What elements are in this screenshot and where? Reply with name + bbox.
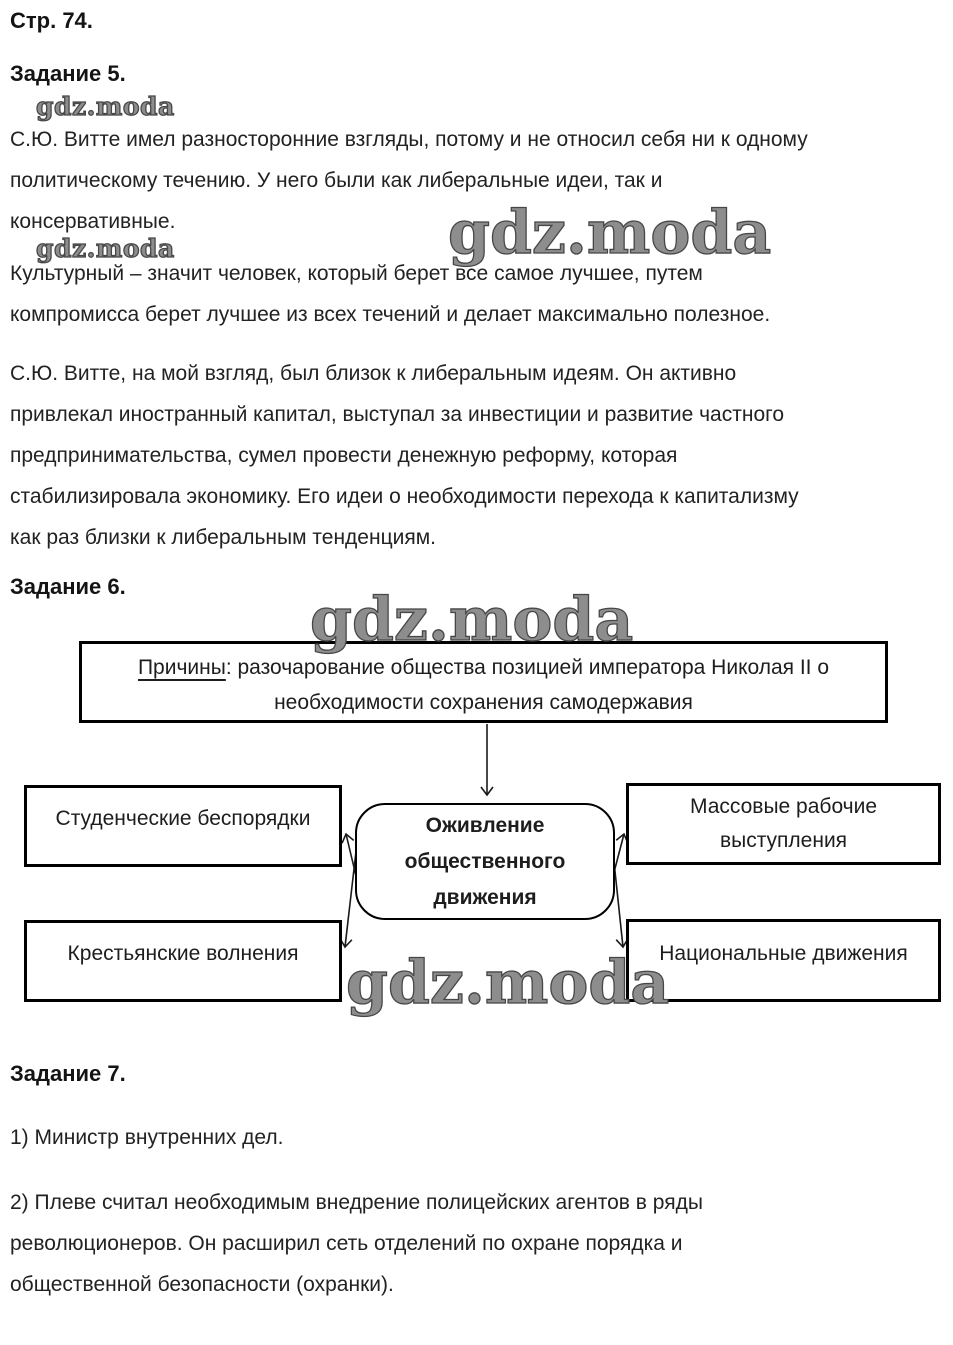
text-line: политическому течению. У него были как либеральные идеи, так и xyxy=(10,169,663,192)
text-line: Массовые рабочие xyxy=(689,795,878,818)
task7-answer-1 xyxy=(10,1117,284,1158)
diagram-box-peasant-unrest xyxy=(24,920,342,1002)
text-line: общественной безопасности (охранки). xyxy=(10,1273,394,1296)
gdz-moda-watermark: gdz.moda xyxy=(36,234,175,263)
text-line: консервативные. xyxy=(10,210,176,233)
diagram-center-box xyxy=(355,803,615,920)
cause-label: Причины xyxy=(137,656,226,679)
diagram-box-student-unrest xyxy=(24,785,342,867)
text-line: привлекал иностранный капитал, выступал за инвестиции и развитие частного xyxy=(10,403,784,426)
page-number-label: Стр. 74. xyxy=(10,8,93,33)
gdz-moda-watermark: gdz.moda xyxy=(346,948,670,1018)
text-line: революционеров. Он расширил сеть отделений по охране порядка и xyxy=(10,1232,683,1255)
text-line: движения xyxy=(433,885,537,909)
task7-answer-2 xyxy=(10,1182,703,1305)
text-line: общественного xyxy=(404,849,566,873)
text-line: выступления xyxy=(719,829,848,852)
task6-heading: Задание 6. xyxy=(10,574,126,599)
gdz-moda-watermark: gdz.moda xyxy=(310,585,634,655)
diagram-box-label: Национальные движения xyxy=(659,941,908,965)
diagram-box-label: Крестьянские волнения xyxy=(67,942,299,965)
text-line: предпринимательства, сумел провести денежную реформу, которая xyxy=(10,444,678,467)
text-line: С.Ю. Витте, на мой взгляд, был близок к либеральным идеям. Он активно xyxy=(10,362,737,385)
task5-heading: Задание 5. xyxy=(10,61,126,86)
text-line: 1) Министр внутренних дел. xyxy=(10,1126,284,1149)
text-line: С.Ю. Витте имел разносторонние взгляды, потому и не относил себя ни к одному xyxy=(10,128,808,151)
text-line: компромисса берет лучшее из всех течений и делает максимально полезное. xyxy=(10,303,771,326)
text-line: стабилизировала экономику. Его идеи о необходимости перехода к капитализму xyxy=(10,485,799,508)
diagram-box-national-movements xyxy=(626,919,941,1002)
gdz-moda-watermark: gdz.moda xyxy=(36,92,175,121)
task7-heading: Задание 7. xyxy=(10,1061,126,1086)
text-line: 2) Плеве считал необходимым внедрение полицейских агентов в ряды xyxy=(10,1191,703,1214)
text-line: как раз близки к либеральным тенденциям. xyxy=(10,526,436,549)
diagram-box-label: Студенческие беспорядки xyxy=(55,807,311,830)
task5-paragraph-3 xyxy=(10,353,799,558)
text-line: Культурный – значит человек, который берет все самое лучшее, путем xyxy=(10,262,703,285)
gdz-moda-watermark: gdz.moda xyxy=(448,198,772,268)
diagram-box-mass-worker-protests xyxy=(626,783,941,865)
cause-text: : разочарование общества позицией императора Николая II о необходимости сохранения самодержавия xyxy=(225,656,830,714)
text-line: Оживление xyxy=(425,813,545,837)
